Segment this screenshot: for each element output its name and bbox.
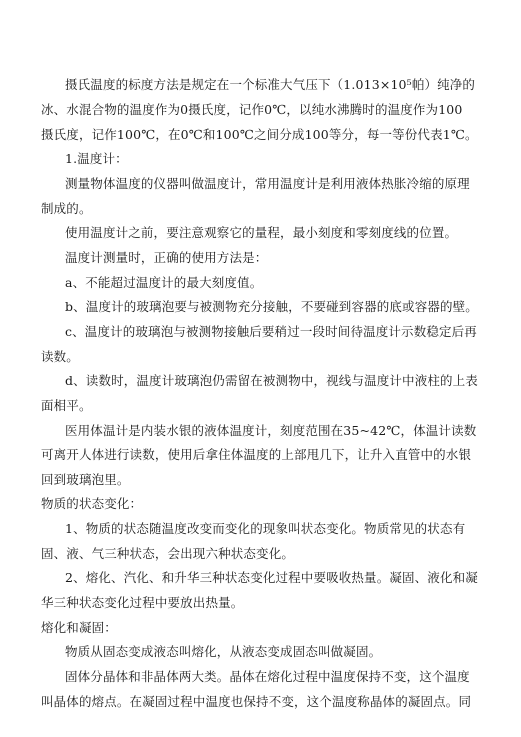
text-line: 医用体温计是内装水银的液体温度计，刻度范围在35~42℃，体温计读数	[65, 423, 477, 438]
text-line: 冰、水混合物的温度作为0摄氏度，记作0℃，以纯水沸腾时的温度作为100	[41, 102, 463, 117]
text-line: 物质从固态变成液态叫熔化，从液态变成固态叫做凝固。	[65, 644, 382, 659]
text-line: 2、熔化、汽化、和升华三种状态变化过程中要吸收热量。凝固、液化和凝	[65, 570, 478, 585]
text-line: b、温度计的玻璃泡要与被测物充分接触，不要碰到容器的底或容器的壁。	[65, 299, 478, 314]
text-line: 叫晶体的熔点。在凝固过程中温度也保持不变，这个温度称晶体的凝固点。同	[41, 694, 472, 709]
text-line: 回到玻璃泡里。	[41, 472, 130, 487]
text-line: a、不能超过温度计的最大刻度值。	[65, 275, 263, 290]
text-line: 固、液、气三种状态，会出现六种状态变化。	[41, 546, 295, 561]
text-line: 读数。	[41, 349, 79, 364]
text-line: 使用温度计之前，要注意观察它的量程，最小刻度和零刻度线的位置。	[65, 225, 458, 240]
text-line: 温度计测量时，正确的使用方法是：	[65, 250, 268, 265]
text-line: 制成的。	[41, 201, 92, 216]
text-line: 摄氏温度的标度方法是规定在一个标准大气压下（1.013×10⁵帕）纯净的	[65, 77, 476, 92]
text-line: 熔化和凝固：	[41, 620, 117, 635]
text-line: 可离开人体进行读数，使用后拿住体温度的上部甩几下，让升入直管中的水银	[41, 447, 472, 462]
text-line: 固体分晶体和非晶体两大类。晶体在熔化过程中温度保持不变，这个温度	[65, 669, 470, 684]
text-line: 1.温度计：	[65, 151, 128, 166]
text-line: d、读数时，温度计玻璃泡仍需留在被测物中，视线与温度计中液柱的上表	[65, 373, 478, 388]
text-line: c、温度计的玻璃泡与被测物接触后要稍过一段时间待温度计示数稳定后再	[65, 324, 477, 339]
text-line: 面相平。	[41, 398, 92, 413]
text-line: 摄氏度，记作100℃，在0℃和100℃之间分成100等分，每一等份代表1℃。	[41, 127, 478, 142]
text-line: 测量物体温度的仪器叫做温度计，常用温度计是利用液体热胀冷缩的原理	[65, 176, 470, 191]
text-line: 物质的状态变化：	[41, 496, 143, 511]
text-line: 华三种状态变化过程中要放出热量。	[41, 595, 244, 610]
text-line: 1、物质的状态随温度改变而变化的现象叫状态变化。物质常见的状态有	[65, 521, 466, 536]
